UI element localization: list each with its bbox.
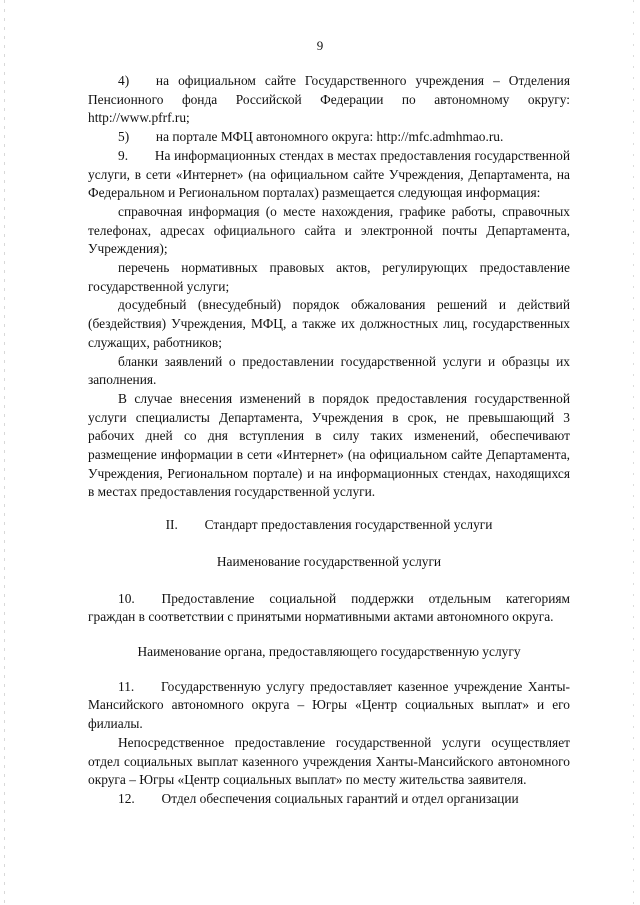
paragraph-item-4: 4) на официальном сайте Государственного учреждения – Отделения Пенсионного фонда Российской Федерации по автономному округу: http://www.pfrf.ru; [88,73,570,126]
section-heading: II. Стандарт предоставления государственной услуги [165,517,493,533]
document-body [88,72,570,809]
paragraph-item-5: 5) на портале МФЦ автономного округа: http://mfc.admhmao.ru. [118,129,504,145]
paragraph-12: 12. Отдел обеспечения социальных гарантий и отдел организации [118,790,519,806]
scan-edge-right [633,0,634,905]
subheading-authority: Наименование органа, предоставляющего государственную услугу [137,643,521,659]
paragraph-9: 9. На информационных стендах в местах предоставления государственной услуги, в сети «Интернет» (на официальном сайте Учреждения, Департамента, на Федеральном и Региональном порталах) размещается следующая информация: [88,147,570,201]
paragraph-reference-info: справочная информация (о месте нахождения, графике работы, справочных телефонах, адресах официального сайта и электронной почты Департамента, Учреждения); [88,203,570,257]
paragraph-changes: В случае внесения изменений в порядок предоставления государственной услуги специалисты Департамента, Учреждения в срок, не превышающий 3 рабочих дней со дня вступления в силу таких изменений, обеспечивают размещение информации в сети «Интернет» (на официальном сайте Департамента, Учреждения, Региональном портале) и на информационных стендах, находящихся в местах предоставления государственной услуги. [88,390,570,500]
paragraph-appeal-procedure: досудебный (внесудебный) порядок обжалования решений и действий (бездействия) Учреждения, МФЦ, а также их должностных лиц, государственных служащих, работников; [88,297,570,350]
page-number: 9 [316,38,324,53]
paragraph-11: 11. Государственную услугу предоставляет казенное учреждение Ханты-Мансийского автономного округа – Югры «Центр социальных выплат» и его филиалы. [88,678,570,732]
paragraph-direct-provision: Непосредственное предоставление государственной услуги осуществляет отдел социальных выплат казенного учреждения Ханты-Мансийского автономного округа – Югры «Центр социальных выплат» по месту жительства заявителя. [88,734,570,788]
paragraph-application-forms: бланки заявлений о предоставлении государственной услуги и образцы их заполнения. [88,353,570,388]
paragraph-normative-acts: перечень нормативных правовых актов, регулирующих предоставление государственной услуги; [88,260,570,294]
paragraph-10: 10. Предоставление социальной поддержки отдельным категориям граждан в соответствии с принятыми нормативными актами автономного округа. [88,590,570,625]
scan-edge-left [4,0,5,905]
subheading-service-name: Наименование государственной услуги [216,553,442,569]
